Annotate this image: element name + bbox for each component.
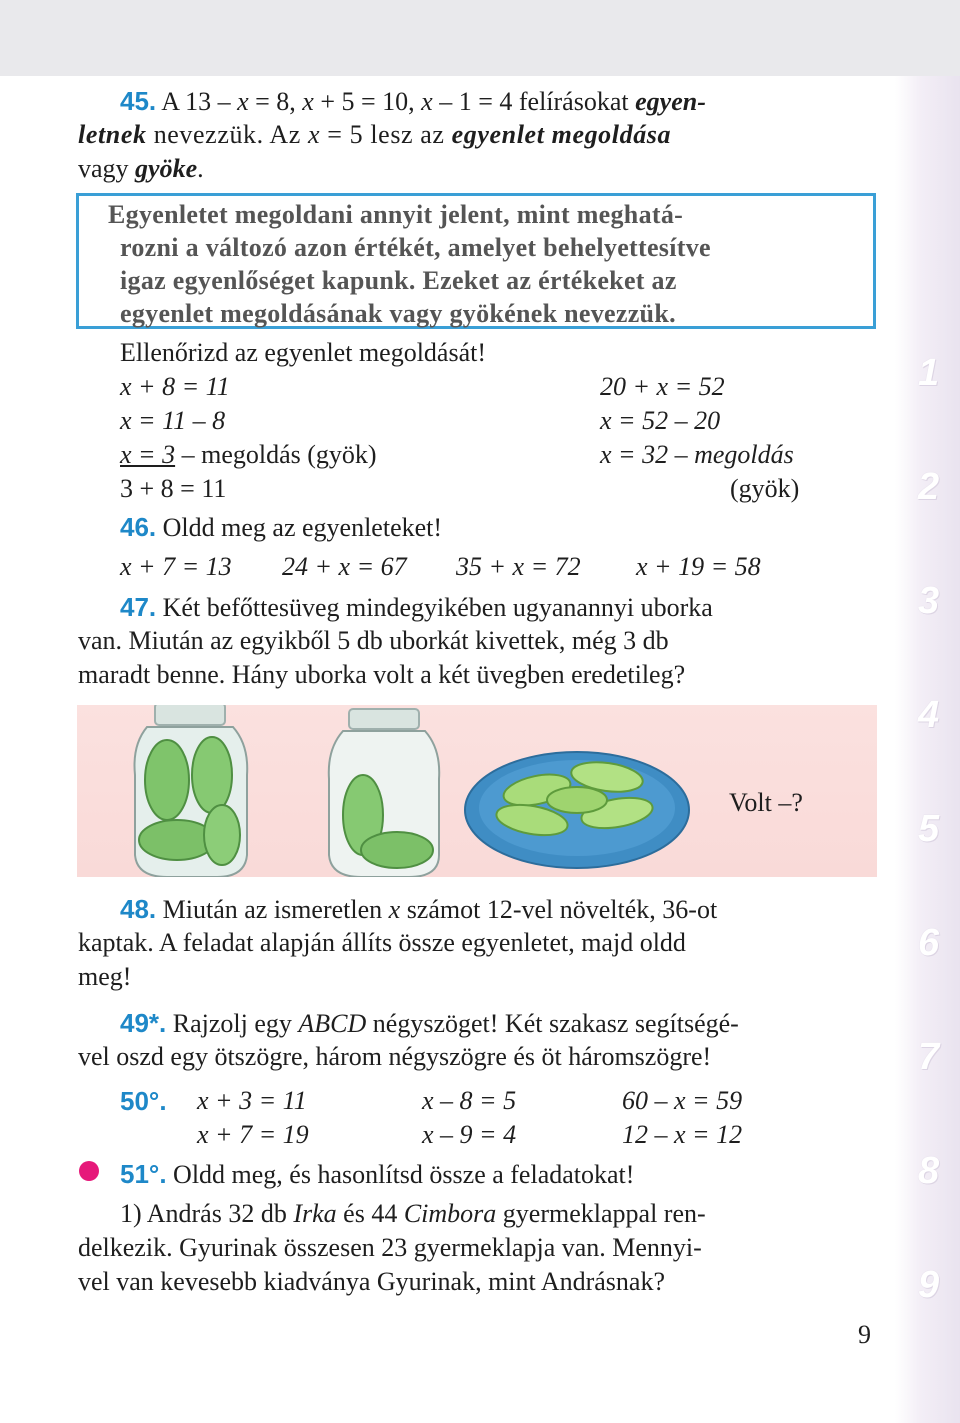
var-x: x <box>421 87 433 116</box>
ex51-line3: delkezik. Gyurinak összesen 23 gyermeklapja van. Mennyi- <box>78 1233 702 1262</box>
text: – megoldás (gyök) <box>175 440 377 469</box>
top-bar <box>0 0 960 76</box>
ex51-line1 <box>120 1157 634 1192</box>
ex50-number: 50°. <box>120 1086 167 1116</box>
ex50-number-line <box>120 1084 167 1119</box>
definition-line: rozni a változó azon értékét, amelyet behelyettesítve <box>120 233 711 262</box>
side-number-7: 7 <box>918 1036 940 1078</box>
text: gyermeklappal ren- <box>496 1199 706 1228</box>
ex45-number: 45. <box>120 86 157 116</box>
ex47-line2: van. Miután az egyikből 5 db uborkát kivettek, még 3 db <box>78 626 669 655</box>
ex45-line3 <box>78 152 204 186</box>
ex46-eq3: 35 + x = 72 <box>456 552 581 581</box>
side-number-3: 3 <box>918 580 940 622</box>
var-x: x <box>308 120 321 149</box>
side-number-2: 2 <box>918 466 940 508</box>
definition-line: Egyenletet megoldani annyit jelent, mint meghatá- <box>108 200 684 229</box>
ex46-eq4: x + 19 = 58 <box>636 552 761 581</box>
text: Rajzolj egy <box>172 1009 299 1038</box>
side-number-5: 5 <box>918 808 940 850</box>
ex50-eq: x + 3 = 11 <box>197 1086 307 1115</box>
ex50-eq: x + 7 = 19 <box>197 1120 309 1149</box>
ex51-line2 <box>120 1197 706 1231</box>
ex46-number: 46. <box>120 512 157 542</box>
ex45-line1 <box>120 84 706 119</box>
text: Két befőttesüveg mindegyikében ugyanannyi uborka <box>162 593 713 622</box>
term-egyenlet-megoldasa: egyenlet megoldása <box>451 120 672 149</box>
side-number-6: 6 <box>918 922 940 964</box>
ex50-eq: x – 9 = 4 <box>422 1120 517 1149</box>
ex51-line4: vel van kevesebb kiadványa Gyurinak, mint Andrásnak? <box>78 1267 665 1296</box>
ex49-line1 <box>120 1006 739 1041</box>
ex49-line2: vel oszd egy ötszögre, három négyszögre és öt háromszögre! <box>78 1042 712 1071</box>
text: – 1 = 4 felírásokat <box>432 87 636 116</box>
page-number: 9 <box>858 1320 871 1349</box>
check-right-eq4: (gyök) <box>730 474 800 503</box>
ex47-line3: maradt benne. Hány uborka volt a két üvegben eredetileg? <box>78 660 686 689</box>
check-right-eq3: x = 32 – megoldás <box>600 440 794 469</box>
ex48-line1 <box>120 892 717 927</box>
term-egyenletnek: egyen- <box>635 87 706 116</box>
check-title: Ellenőrizd az egyenlet megoldását! <box>120 338 487 367</box>
bullet-dot <box>79 1161 99 1181</box>
check-right-eq1: 20 + x = 52 <box>600 372 725 401</box>
check-left-eq1: x + 8 = 11 <box>120 372 230 401</box>
var-x: x <box>302 87 314 116</box>
text: négyszöget! Két szakasz segítségé- <box>366 1009 739 1038</box>
ex48-line3: meg! <box>78 962 132 991</box>
jar-full-icon <box>135 705 248 877</box>
text: . <box>197 154 204 183</box>
text: számot 12-vel növelték, 36-ot <box>400 895 718 924</box>
text: és 44 <box>336 1199 404 1228</box>
title-cimbora: Cimbora <box>403 1199 497 1228</box>
definition-line: egyenlet megoldásának vagy gyökének nevezzük. <box>120 299 676 328</box>
ex46-eq1: x + 7 = 13 <box>120 552 232 581</box>
ex50-eq: 60 – x = 59 <box>622 1086 743 1115</box>
side-number-1: 1 <box>918 352 940 394</box>
ex51-number: 51°. <box>120 1159 167 1189</box>
term-abcd: ABCD <box>298 1009 367 1038</box>
ex48-number: 48. <box>120 894 157 924</box>
text: A 13 – <box>161 87 238 116</box>
figure-caption: Volt –? <box>729 788 803 817</box>
var-x: x <box>388 895 401 924</box>
side-number-8: 8 <box>918 1150 940 1192</box>
jar-partial-icon <box>329 709 439 877</box>
ex46-eq2: 24 + x = 67 <box>282 552 407 581</box>
check-right-eq2: x = 52 – 20 <box>600 406 721 435</box>
text: nevezzük. Az <box>146 120 309 149</box>
ex47-line1 <box>120 590 713 625</box>
title-irka: Irka <box>293 1199 337 1228</box>
term-gyoke: gyöke <box>135 154 198 183</box>
ex45-line2 <box>78 118 671 152</box>
check-left-eq3 <box>120 438 377 472</box>
term-egyenletnek: letnek <box>78 120 147 149</box>
definition-line: igaz egyenlőséget kapunk. Ezeket az értékeket az <box>120 266 677 295</box>
ex49-number: 49*. <box>120 1008 167 1038</box>
text: 1) András 32 db <box>120 1199 294 1228</box>
side-chapter-band <box>895 76 960 1423</box>
side-number-4: 4 <box>918 694 940 736</box>
ex50-eq: x – 8 = 5 <box>422 1086 517 1115</box>
ex47-number: 47. <box>120 592 157 622</box>
text: vagy <box>78 154 136 183</box>
check-left-eq2: x = 11 – 8 <box>120 406 226 435</box>
ex46-line1 <box>120 510 442 545</box>
ex50-eq: 12 – x = 12 <box>622 1120 743 1149</box>
var-x: x <box>237 87 249 116</box>
side-number-9: 9 <box>918 1264 940 1306</box>
solution-underlined: x = 3 <box>120 440 176 469</box>
text: Miután az ismeretlen <box>162 895 389 924</box>
ex48-line2: kaptak. A feladat alapján állíts össze egyenletet, majd oldd <box>78 928 686 957</box>
check-left-eq4: 3 + 8 = 11 <box>120 474 227 503</box>
text: = 8, <box>248 87 303 116</box>
text: Oldd meg, és hasonlítsd össze a feladatokat! <box>173 1160 635 1189</box>
text: = 5 lesz az <box>320 120 452 149</box>
text: + 5 = 10, <box>313 87 422 116</box>
plate-with-cucumbers-icon <box>465 752 689 868</box>
text: Oldd meg az egyenleteket! <box>162 513 443 542</box>
